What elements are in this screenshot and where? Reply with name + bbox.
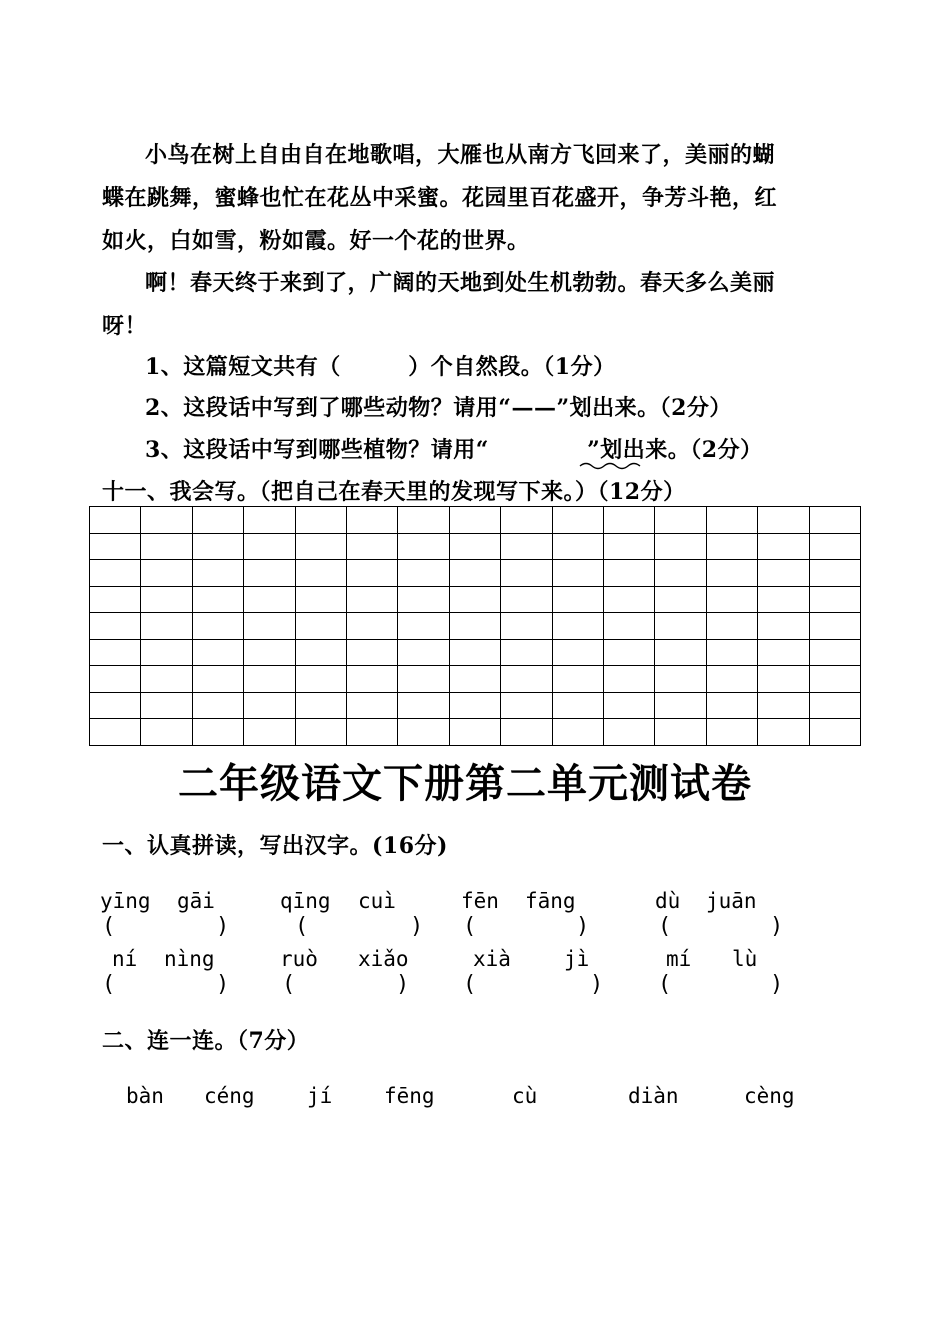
grid-cell[interactable] bbox=[604, 507, 655, 534]
answer-blank-open: ( bbox=[102, 972, 116, 997]
answer-blank-open: ( bbox=[102, 914, 116, 939]
pinyin-syllable: jí bbox=[307, 1084, 333, 1108]
grid-cell[interactable] bbox=[347, 507, 398, 534]
grid-cell[interactable] bbox=[296, 613, 347, 640]
pinyin-syllable: juān bbox=[706, 889, 757, 913]
grid-cell[interactable] bbox=[347, 534, 398, 561]
pinyin-syllable: xià bbox=[473, 947, 511, 971]
answer-blank-close: ) bbox=[576, 914, 590, 939]
grid-cell[interactable] bbox=[450, 693, 501, 720]
grid-cell[interactable] bbox=[347, 613, 398, 640]
pinyin-syllable: xiǎo bbox=[358, 947, 409, 971]
grid-cell[interactable] bbox=[193, 640, 244, 667]
grid-cell[interactable] bbox=[655, 693, 706, 720]
grid-cell[interactable] bbox=[758, 534, 809, 561]
pinyin-syllable: ruò bbox=[280, 947, 318, 971]
grid-cell[interactable] bbox=[398, 613, 449, 640]
grid-cell[interactable] bbox=[398, 587, 449, 614]
grid-cell[interactable] bbox=[553, 534, 604, 561]
grid-cell[interactable] bbox=[244, 693, 295, 720]
answer-blank-close: ) bbox=[396, 972, 410, 997]
grid-cell[interactable] bbox=[553, 719, 604, 746]
grid-cell[interactable] bbox=[604, 613, 655, 640]
grid-cell[interactable] bbox=[501, 507, 552, 534]
grid-cell[interactable] bbox=[501, 693, 552, 720]
pinyin-syllable: mí bbox=[666, 947, 692, 971]
grid-cell[interactable] bbox=[810, 534, 861, 561]
pinyin-syllable: lù bbox=[732, 947, 758, 971]
answer-blank-open: ( bbox=[658, 972, 672, 997]
grid-cell[interactable] bbox=[655, 587, 706, 614]
grid-cell[interactable] bbox=[655, 640, 706, 667]
grid-cell[interactable] bbox=[810, 507, 861, 534]
grid-cell[interactable] bbox=[810, 719, 861, 746]
answer-blank-open: ( bbox=[658, 914, 672, 939]
passage-line: 小鸟在树上自由自在地歌唱，大雁也从南方飞回来了，美丽的蝴 bbox=[145, 142, 776, 168]
grid-cell[interactable] bbox=[501, 666, 552, 693]
grid-cell[interactable] bbox=[141, 560, 192, 587]
grid-cell[interactable] bbox=[655, 507, 706, 534]
grid-cell[interactable] bbox=[501, 560, 552, 587]
grid-cell[interactable] bbox=[193, 693, 244, 720]
grid-cell[interactable] bbox=[90, 666, 141, 693]
grid-cell[interactable] bbox=[707, 534, 758, 561]
grid-cell[interactable] bbox=[810, 613, 861, 640]
grid-cell[interactable] bbox=[90, 640, 141, 667]
pinyin-syllable: qīng bbox=[280, 889, 331, 913]
grid-cell[interactable] bbox=[347, 719, 398, 746]
grid-cell[interactable] bbox=[141, 719, 192, 746]
grid-cell[interactable] bbox=[553, 640, 604, 667]
grid-cell[interactable] bbox=[141, 640, 192, 667]
grid-cell[interactable] bbox=[758, 719, 809, 746]
grid-cell[interactable] bbox=[501, 640, 552, 667]
grid-cell[interactable] bbox=[193, 719, 244, 746]
grid-cell[interactable] bbox=[90, 613, 141, 640]
grid-cell[interactable] bbox=[501, 534, 552, 561]
pinyin-syllable: fēn bbox=[461, 889, 499, 913]
grid-cell[interactable] bbox=[244, 719, 295, 746]
grid-cell[interactable] bbox=[553, 560, 604, 587]
grid-cell[interactable] bbox=[604, 534, 655, 561]
grid-cell[interactable] bbox=[296, 693, 347, 720]
grid-cell[interactable] bbox=[450, 587, 501, 614]
passage-line: 如火，白如雪，粉如霞。好一个花的世界。 bbox=[102, 228, 530, 254]
grid-cell[interactable] bbox=[398, 560, 449, 587]
grid-cell[interactable] bbox=[707, 560, 758, 587]
section-11-heading: 十一、我会写。（把自己在春天里的发现写下来。）（12分） bbox=[102, 479, 686, 505]
grid-cell[interactable] bbox=[604, 587, 655, 614]
pinyin-syllable: nìng bbox=[164, 947, 215, 971]
grid-cell[interactable] bbox=[90, 534, 141, 561]
answer-blank-close: ) bbox=[590, 972, 604, 997]
grid-cell[interactable] bbox=[398, 640, 449, 667]
grid-cell[interactable] bbox=[707, 640, 758, 667]
pinyin-syllable: ní bbox=[112, 947, 138, 971]
grid-cell[interactable] bbox=[347, 666, 398, 693]
question-3: 3、这段话中写到哪些植物？请用“ ”划出来。（2分） bbox=[145, 437, 763, 463]
grid-cell[interactable] bbox=[450, 560, 501, 587]
answer-blank-close: ) bbox=[410, 914, 424, 939]
grid-cell[interactable] bbox=[296, 640, 347, 667]
grid-cell[interactable] bbox=[296, 507, 347, 534]
grid-cell[interactable] bbox=[450, 640, 501, 667]
grid-cell[interactable] bbox=[90, 587, 141, 614]
grid-cell[interactable] bbox=[398, 693, 449, 720]
grid-cell[interactable] bbox=[398, 666, 449, 693]
passage-line: 呀！ bbox=[102, 313, 148, 339]
grid-cell[interactable] bbox=[398, 534, 449, 561]
grid-cell[interactable] bbox=[296, 534, 347, 561]
grid-cell[interactable] bbox=[141, 587, 192, 614]
grid-cell[interactable] bbox=[193, 613, 244, 640]
pinyin-syllable: céng bbox=[204, 1084, 255, 1108]
grid-cell[interactable] bbox=[604, 719, 655, 746]
grid-cell[interactable] bbox=[758, 613, 809, 640]
answer-blank-open: ( bbox=[295, 914, 309, 939]
grid-cell[interactable] bbox=[450, 666, 501, 693]
writing-grid[interactable] bbox=[89, 506, 861, 746]
grid-cell[interactable] bbox=[141, 507, 192, 534]
grid-cell[interactable] bbox=[244, 587, 295, 614]
grid-cell[interactable] bbox=[296, 719, 347, 746]
grid-cell[interactable] bbox=[347, 693, 398, 720]
grid-cell[interactable] bbox=[296, 560, 347, 587]
grid-cell[interactable] bbox=[141, 613, 192, 640]
grid-cell[interactable] bbox=[244, 640, 295, 667]
grid-cell[interactable] bbox=[707, 613, 758, 640]
answer-blank-close: ) bbox=[216, 914, 230, 939]
grid-cell[interactable] bbox=[141, 693, 192, 720]
grid-cell[interactable] bbox=[758, 693, 809, 720]
answer-blank-close: ) bbox=[770, 972, 784, 997]
wavy-underline-mark bbox=[578, 458, 648, 472]
answer-blank-close: ) bbox=[770, 914, 784, 939]
grid-cell[interactable] bbox=[501, 587, 552, 614]
pinyin-syllable: fēng bbox=[384, 1084, 435, 1108]
grid-cell[interactable] bbox=[450, 613, 501, 640]
grid-cell[interactable] bbox=[604, 693, 655, 720]
grid-cell[interactable] bbox=[553, 613, 604, 640]
grid-cell[interactable] bbox=[90, 693, 141, 720]
grid-cell[interactable] bbox=[296, 587, 347, 614]
grid-cell[interactable] bbox=[758, 587, 809, 614]
pinyin-syllable: bàn bbox=[126, 1084, 164, 1108]
grid-cell[interactable] bbox=[758, 507, 809, 534]
pinyin-syllable: cuì bbox=[358, 889, 396, 913]
answer-blank-close: ) bbox=[216, 972, 230, 997]
grid-cell[interactable] bbox=[450, 719, 501, 746]
grid-cell[interactable] bbox=[655, 613, 706, 640]
grid-cell[interactable] bbox=[758, 640, 809, 667]
test-title: 二年级语文下册第二单元测试卷 bbox=[178, 761, 752, 807]
answer-blank-open: ( bbox=[463, 914, 477, 939]
grid-cell[interactable] bbox=[707, 666, 758, 693]
grid-cell[interactable] bbox=[655, 560, 706, 587]
grid-cell[interactable] bbox=[90, 507, 141, 534]
grid-cell[interactable] bbox=[398, 507, 449, 534]
grid-cell[interactable] bbox=[810, 560, 861, 587]
grid-cell[interactable] bbox=[90, 719, 141, 746]
grid-cell[interactable] bbox=[193, 534, 244, 561]
grid-cell[interactable] bbox=[244, 560, 295, 587]
grid-cell[interactable] bbox=[810, 693, 861, 720]
pinyin-syllable: cèng bbox=[744, 1084, 795, 1108]
question-1: 1、这篇短文共有（ ）个自然段。（1分） bbox=[145, 354, 616, 380]
answer-blank-open: ( bbox=[282, 972, 296, 997]
grid-cell[interactable] bbox=[347, 587, 398, 614]
pinyin-syllable: dù bbox=[655, 889, 681, 913]
grid-cell[interactable] bbox=[655, 666, 706, 693]
answer-blank-open: ( bbox=[463, 972, 477, 997]
question-2: 2、这段话中写到了哪些动物？请用“——”划出来。（2分） bbox=[145, 395, 732, 421]
grid-cell[interactable] bbox=[604, 640, 655, 667]
grid-cell[interactable] bbox=[244, 666, 295, 693]
grid-cell[interactable] bbox=[707, 587, 758, 614]
grid-cell[interactable] bbox=[193, 507, 244, 534]
grid-cell[interactable] bbox=[398, 719, 449, 746]
grid-cell[interactable] bbox=[193, 666, 244, 693]
grid-cell[interactable] bbox=[141, 534, 192, 561]
passage-line: 啊！春天终于来到了，广阔的天地到处生机勃勃。春天多么美丽 bbox=[145, 270, 776, 296]
grid-cell[interactable] bbox=[553, 666, 604, 693]
pinyin-syllable: cù bbox=[512, 1084, 538, 1108]
grid-cell[interactable] bbox=[141, 666, 192, 693]
pinyin-syllable: yīng bbox=[100, 889, 151, 913]
grid-cell[interactable] bbox=[193, 587, 244, 614]
grid-cell[interactable] bbox=[244, 507, 295, 534]
passage-line: 蝶在跳舞，蜜蜂也忙在花丛中采蜜。花园里百花盛开，争芳斗艳，红 bbox=[102, 185, 778, 211]
grid-cell[interactable] bbox=[501, 613, 552, 640]
pinyin-syllable: jì bbox=[564, 947, 590, 971]
grid-cell[interactable] bbox=[810, 640, 861, 667]
pinyin-syllable: fāng bbox=[525, 889, 576, 913]
section-1-heading: 一、认真拼读，写出汉字。(16分) bbox=[102, 833, 448, 859]
section-2-heading: 二、连一连。（7分） bbox=[102, 1028, 310, 1054]
pinyin-syllable: diàn bbox=[628, 1084, 679, 1108]
grid-cell[interactable] bbox=[707, 719, 758, 746]
grid-cell[interactable] bbox=[450, 507, 501, 534]
grid-cell[interactable] bbox=[604, 666, 655, 693]
pinyin-syllable: gāi bbox=[177, 889, 215, 913]
grid-cell[interactable] bbox=[347, 560, 398, 587]
grid-cell[interactable] bbox=[810, 666, 861, 693]
grid-cell[interactable] bbox=[501, 719, 552, 746]
grid-cell[interactable] bbox=[244, 613, 295, 640]
grid-cell[interactable] bbox=[810, 587, 861, 614]
grid-cell[interactable] bbox=[655, 719, 706, 746]
grid-cell[interactable] bbox=[244, 534, 295, 561]
grid-cell[interactable] bbox=[553, 693, 604, 720]
grid-cell[interactable] bbox=[90, 560, 141, 587]
grid-cell[interactable] bbox=[553, 587, 604, 614]
grid-cell[interactable] bbox=[758, 666, 809, 693]
grid-cell[interactable] bbox=[450, 534, 501, 561]
grid-cell[interactable] bbox=[758, 560, 809, 587]
grid-cell[interactable] bbox=[707, 693, 758, 720]
grid-cell[interactable] bbox=[193, 560, 244, 587]
grid-cell[interactable] bbox=[553, 507, 604, 534]
grid-cell[interactable] bbox=[655, 534, 706, 561]
grid-cell[interactable] bbox=[347, 640, 398, 667]
grid-cell[interactable] bbox=[604, 560, 655, 587]
grid-cell[interactable] bbox=[296, 666, 347, 693]
grid-cell[interactable] bbox=[707, 507, 758, 534]
